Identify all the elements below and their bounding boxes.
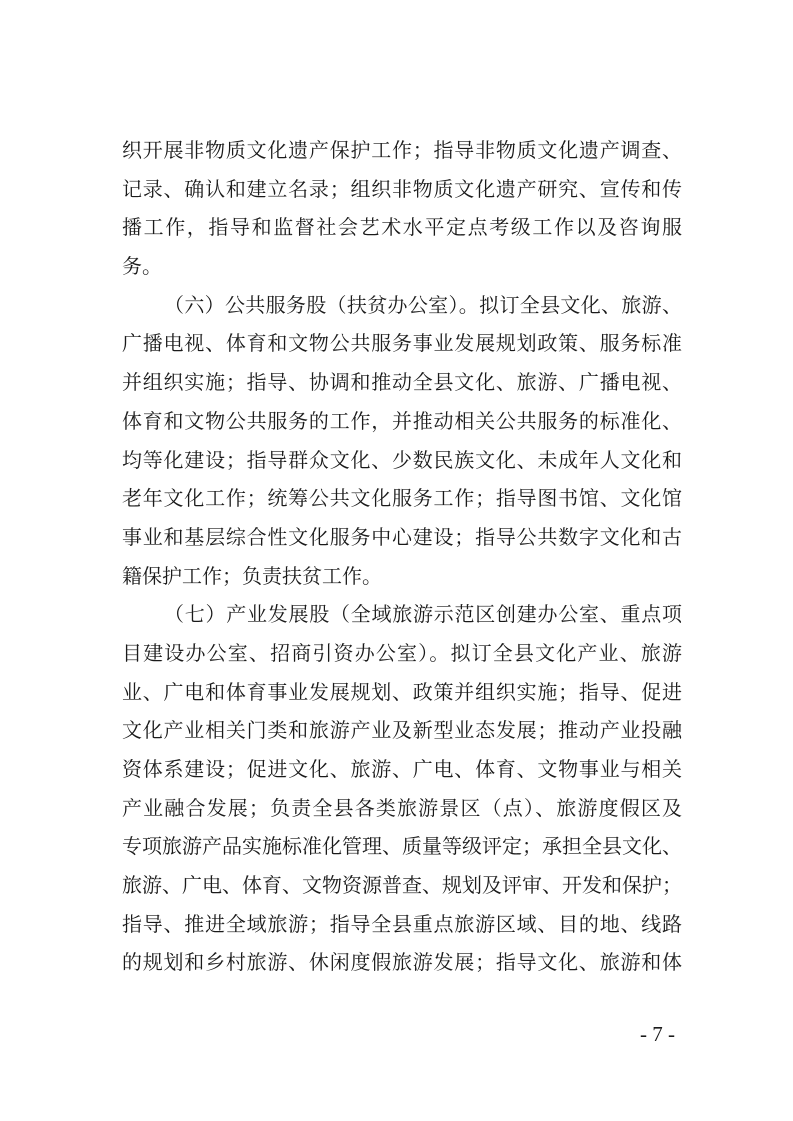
text-line: 文化产业相关门类和旅游产业及新型业态发展；推动产业投融 bbox=[122, 718, 682, 743]
paragraph-industry-development-section bbox=[122, 595, 682, 982]
text-line: 务。 bbox=[122, 254, 162, 279]
paragraph-public-service-section bbox=[122, 286, 682, 596]
text-line: 均等化建设；指导群众文化、少数民族文化、未成年人文化和 bbox=[122, 447, 682, 472]
text-line: 旅游、广电、体育、文物资源普查、规划及评审、开发和保护； bbox=[122, 873, 682, 898]
text-line: 记录、确认和建立名录；组织非物质文化遗产研究、宣传和传 bbox=[122, 176, 682, 201]
text-line: 广播电视、体育和文物公共服务事业发展规划政策、服务标准 bbox=[122, 331, 682, 356]
text-line: 事业和基层综合性文化服务中心建设；指导公共数字文化和古 bbox=[122, 524, 682, 549]
text-line: 产业融合发展；负责全县各类旅游景区（点）、旅游度假区及 bbox=[122, 795, 682, 820]
text-line: 籍保护工作；负责扶贫工作。 bbox=[122, 563, 382, 588]
text-line: 指导、推进全域旅游；指导全县重点旅游区域、目的地、线路 bbox=[122, 911, 682, 936]
text-line: 目建设办公室、招商引资办公室）。拟订全县文化产业、旅游 bbox=[122, 640, 682, 665]
text-line: 资体系建设；促进文化、旅游、广电、体育、文物事业与相关 bbox=[122, 757, 682, 781]
text-line: 体育和文物公共服务的工作，并推动相关公共服务的标准化、 bbox=[122, 408, 682, 433]
text-line: 播工作，指导和监督社会艺术水平定点考级工作以及咨询服 bbox=[122, 215, 682, 240]
text-line: 织开展非物质文化遗产保护工作；指导非物质文化遗产调查、 bbox=[122, 138, 682, 162]
text-line: 老年文化工作；统筹公共文化服务工作；指导图书馆、文化馆 bbox=[122, 486, 682, 511]
document-body bbox=[122, 131, 682, 982]
text-line: （七）产业发展股（全域旅游示范区创建办公室、重点项 bbox=[164, 602, 682, 627]
page-number: - 7 - bbox=[640, 1022, 675, 1046]
text-line: 专项旅游产品实施标准化管理、质量等级评定；承担全县文化、 bbox=[122, 834, 682, 859]
text-line: 业、广电和体育事业发展规划、政策并组织实施；指导、促进 bbox=[122, 679, 682, 704]
text-line: 并组织实施；指导、协调和推动全县文化、旅游、广播电视、 bbox=[122, 370, 682, 395]
text-line: （六）公共服务股（扶贫办公室）。拟订全县文化、旅游、 bbox=[164, 292, 682, 317]
paragraph-continuation bbox=[122, 131, 682, 286]
text-line: 的规划和乡村旅游、休闲度假旅游发展；指导文化、旅游和体 bbox=[122, 950, 682, 975]
